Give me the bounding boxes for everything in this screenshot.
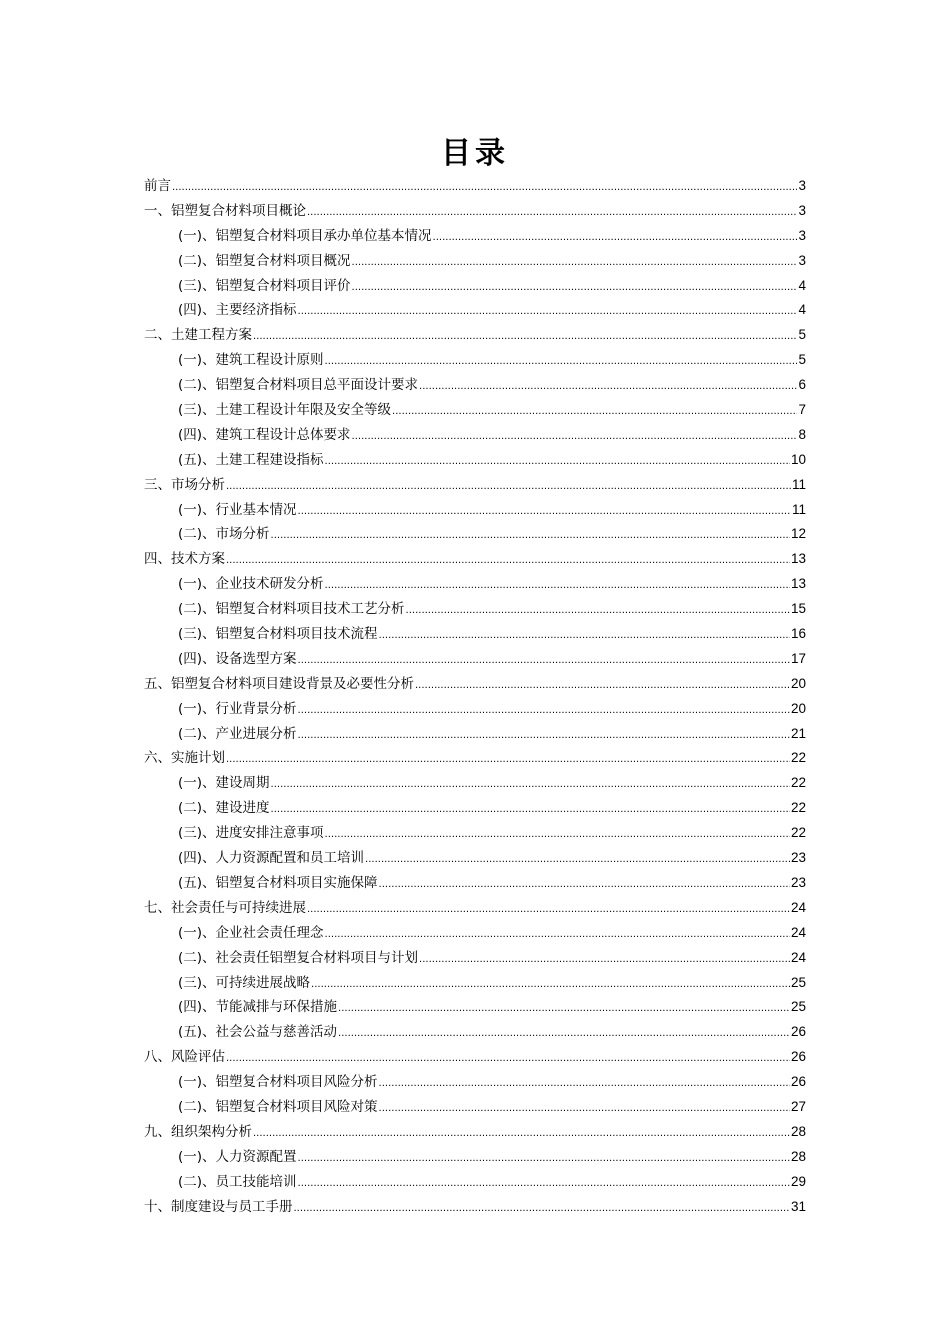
toc-page-number: 7 xyxy=(798,402,806,418)
toc-entry-label: (四)、主要经济指标 xyxy=(178,302,297,319)
toc-page-number: 13 xyxy=(790,576,806,592)
toc-subentry[interactable] xyxy=(144,1020,806,1045)
toc-subentry[interactable] xyxy=(144,498,806,523)
toc-page-number: 4 xyxy=(798,277,806,293)
toc-subentry[interactable] xyxy=(144,373,806,398)
toc-subentry[interactable] xyxy=(144,298,806,323)
dot-leader xyxy=(325,823,790,848)
toc-entry-label: 七、社会责任与可持续进展 xyxy=(144,899,306,916)
toc-entry[interactable] xyxy=(144,547,806,572)
toc-subentry[interactable] xyxy=(144,771,806,796)
toc-page-number: 8 xyxy=(798,426,806,442)
toc-page-number: 12 xyxy=(790,526,806,542)
toc-entry-label: (二)、铝塑复合材料项目技术工艺分析 xyxy=(178,601,405,618)
toc-entry-label: (三)、铝塑复合材料项目技术流程 xyxy=(178,626,378,643)
toc-entry-label: (三)、可持续进展战略 xyxy=(178,974,311,991)
toc-page-number: 5 xyxy=(798,352,806,368)
dot-leader xyxy=(338,997,790,1022)
dot-leader xyxy=(298,300,798,325)
toc-subentry[interactable] xyxy=(144,647,806,672)
toc-subentry[interactable] xyxy=(144,946,806,971)
dot-leader xyxy=(352,276,798,301)
toc-entry-label: (三)、土建工程设计年限及安全等级 xyxy=(178,402,392,419)
toc-subentry[interactable] xyxy=(144,821,806,846)
dot-leader xyxy=(338,1022,790,1047)
toc-entry-label: (一)、铝塑复合材料项目承办单位基本情况 xyxy=(178,227,432,244)
toc-entry[interactable] xyxy=(144,199,806,224)
toc-entry[interactable] xyxy=(144,1120,806,1145)
toc-entry-label: (一)、行业基本情况 xyxy=(178,501,297,518)
dot-leader xyxy=(419,948,790,973)
toc-page-number: 22 xyxy=(790,750,806,766)
dot-leader xyxy=(298,500,791,525)
toc-page-number: 25 xyxy=(790,974,806,990)
toc-list xyxy=(0,174,950,1219)
dot-leader xyxy=(172,176,797,201)
dot-leader xyxy=(298,699,790,724)
toc-entry-label: (三)、铝塑复合材料项目评价 xyxy=(178,277,351,294)
toc-entry[interactable] xyxy=(144,672,806,697)
toc-subentry[interactable] xyxy=(144,921,806,946)
toc-subentry[interactable] xyxy=(144,423,806,448)
dot-leader xyxy=(307,201,797,226)
dot-leader xyxy=(271,524,790,549)
dot-leader xyxy=(325,923,790,948)
toc-subentry[interactable] xyxy=(144,274,806,299)
toc-subentry[interactable] xyxy=(144,572,806,597)
toc-page-number: 24 xyxy=(790,924,806,940)
toc-entry[interactable] xyxy=(144,896,806,921)
toc-entry-label: 三、市场分析 xyxy=(144,476,225,493)
toc-page-number: 23 xyxy=(790,874,806,890)
toc-entry-label: (五)、社会公益与慈善活动 xyxy=(178,1024,338,1041)
toc-entry-label: 十、制度建设与员工手册 xyxy=(144,1198,293,1215)
toc-subentry[interactable] xyxy=(144,871,806,896)
toc-page-number: 20 xyxy=(790,700,806,716)
dot-leader xyxy=(298,724,790,749)
dot-leader xyxy=(226,549,790,574)
toc-subentry[interactable] xyxy=(144,224,806,249)
toc-page-number: 11 xyxy=(791,501,806,517)
toc-entry-label: 一、铝塑复合材料项目概论 xyxy=(144,202,306,219)
toc-page-number: 27 xyxy=(790,1098,806,1114)
toc-subentry[interactable] xyxy=(144,722,806,747)
toc-subentry[interactable] xyxy=(144,697,806,722)
toc-entry-label: (二)、产业进展分析 xyxy=(178,725,297,742)
dot-leader xyxy=(271,798,790,823)
toc-subentry[interactable] xyxy=(144,1070,806,1095)
toc-entry-label: 四、技术方案 xyxy=(144,551,225,568)
toc-entry-label: (一)、企业技术研发分析 xyxy=(178,576,324,593)
toc-entry-label: (四)、节能减排与环保措施 xyxy=(178,999,338,1016)
toc-entry-label: (三)、进度安排注意事项 xyxy=(178,825,324,842)
toc-page-number: 21 xyxy=(790,725,806,741)
toc-entry-label: 前言 xyxy=(144,178,171,194)
toc-subentry[interactable] xyxy=(144,348,806,373)
toc-page-number: 25 xyxy=(790,999,806,1015)
dot-leader xyxy=(433,226,798,251)
toc-entry-label: 九、组织架构分析 xyxy=(144,1123,252,1140)
dot-leader xyxy=(294,1197,790,1222)
dot-leader xyxy=(226,475,791,500)
toc-entry-label: (二)、铝塑复合材料项目总平面设计要求 xyxy=(178,377,419,394)
toc-entry-label: (一)、建筑工程设计原则 xyxy=(178,352,324,369)
dot-leader xyxy=(325,574,790,599)
toc-entry[interactable] xyxy=(144,746,806,771)
dot-leader xyxy=(352,425,798,450)
toc-subentry[interactable] xyxy=(144,597,806,622)
toc-page-number: 22 xyxy=(790,800,806,816)
toc-subentry[interactable] xyxy=(144,846,806,871)
dot-leader xyxy=(298,1147,790,1172)
toc-page-number: 10 xyxy=(790,451,806,467)
toc-entry-label: (一)、企业社会责任理念 xyxy=(178,924,324,941)
toc-subentry[interactable] xyxy=(144,522,806,547)
toc-entry[interactable] xyxy=(144,473,806,498)
toc-entry-label: (一)、行业背景分析 xyxy=(178,700,297,717)
toc-subentry[interactable] xyxy=(144,1095,806,1120)
toc-page-number: 17 xyxy=(790,650,806,666)
toc-page-number: 3 xyxy=(798,252,806,268)
toc-page-number: 6 xyxy=(798,377,806,393)
toc-subentry[interactable] xyxy=(144,995,806,1020)
dot-leader xyxy=(298,649,790,674)
toc-page-number: 31 xyxy=(790,1198,806,1214)
toc-subentry[interactable] xyxy=(144,971,806,996)
toc-page-number: 29 xyxy=(790,1173,806,1189)
toc-page-number: 26 xyxy=(790,1024,806,1040)
dot-leader xyxy=(226,748,790,773)
toc-title: 目录 xyxy=(441,136,509,171)
toc-page-number: 13 xyxy=(790,551,806,567)
dot-leader xyxy=(325,450,790,475)
toc-page-number: 24 xyxy=(790,899,806,915)
toc-entry-label: (五)、土建工程建设指标 xyxy=(178,451,324,468)
toc-entry[interactable] xyxy=(144,1195,806,1220)
dot-leader xyxy=(379,873,790,898)
toc-entry-label: (一)、建设周期 xyxy=(178,775,270,792)
toc-page-number: 24 xyxy=(790,949,806,965)
toc-subentry[interactable] xyxy=(144,622,806,647)
toc-entry[interactable] xyxy=(144,174,806,199)
toc-entry-label: 二、土建工程方案 xyxy=(144,327,252,344)
toc-entry[interactable] xyxy=(144,1045,806,1070)
toc-page-number: 4 xyxy=(798,302,806,318)
toc-page-number: 3 xyxy=(798,227,806,243)
toc-page-number: 11 xyxy=(791,476,806,492)
dot-leader xyxy=(298,1172,790,1197)
dot-leader xyxy=(419,375,797,400)
toc-entry-label: 六、实施计划 xyxy=(144,750,225,767)
toc-page-number: 26 xyxy=(790,1074,806,1090)
toc-entry-label: (一)、人力资源配置 xyxy=(178,1148,297,1165)
toc-page-number: 22 xyxy=(790,775,806,791)
toc-page-number: 28 xyxy=(790,1148,806,1164)
toc-page-number: 20 xyxy=(790,675,806,691)
toc-page-number: 3 xyxy=(798,202,806,218)
toc-entry-label: (二)、社会责任铝塑复合材料项目与计划 xyxy=(178,949,419,966)
dot-leader xyxy=(253,325,797,350)
toc-entry[interactable] xyxy=(144,323,806,348)
toc-page-number: 26 xyxy=(790,1049,806,1065)
toc-subentry[interactable] xyxy=(144,1145,806,1170)
dot-leader xyxy=(271,773,790,798)
dot-leader xyxy=(379,1097,790,1122)
toc-entry-label: (五)、铝塑复合材料项目实施保障 xyxy=(178,874,378,891)
dot-leader xyxy=(379,1072,790,1097)
toc-page-number: 16 xyxy=(790,626,806,642)
dot-leader xyxy=(365,848,790,873)
toc-entry-label: (二)、铝塑复合材料项目概况 xyxy=(178,252,351,269)
toc-page-number: 23 xyxy=(790,850,806,866)
toc-entry-label: (二)、市场分析 xyxy=(178,526,270,543)
toc-subentry[interactable] xyxy=(144,249,806,274)
dot-leader xyxy=(392,400,797,425)
toc-page-number: 28 xyxy=(790,1123,806,1139)
toc-entry-label: (四)、设备选型方案 xyxy=(178,650,297,667)
toc-subentry[interactable] xyxy=(144,448,806,473)
toc-subentry[interactable] xyxy=(144,398,806,423)
dot-leader xyxy=(415,674,790,699)
dot-leader xyxy=(307,898,790,923)
dot-leader xyxy=(325,350,798,375)
toc-entry-label: 五、铝塑复合材料项目建设背景及必要性分析 xyxy=(144,675,414,692)
toc-subentry[interactable] xyxy=(144,1170,806,1195)
dot-leader xyxy=(406,599,790,624)
toc-page-number: 3 xyxy=(798,178,806,193)
dot-leader xyxy=(226,1047,790,1072)
toc-entry-label: (二)、铝塑复合材料项目风险对策 xyxy=(178,1098,378,1115)
toc-page-number: 22 xyxy=(790,825,806,841)
toc-entry-label: (四)、人力资源配置和员工培训 xyxy=(178,850,365,867)
toc-entry-label: 八、风险评估 xyxy=(144,1049,225,1066)
dot-leader xyxy=(253,1122,790,1147)
dot-leader xyxy=(379,624,790,649)
toc-subentry[interactable] xyxy=(144,796,806,821)
toc-page-number: 15 xyxy=(790,601,806,617)
toc-entry-label: (二)、建设进度 xyxy=(178,800,270,817)
toc-entry-label: (四)、建筑工程设计总体要求 xyxy=(178,426,351,443)
toc-entry-label: (一)、铝塑复合材料项目风险分析 xyxy=(178,1074,378,1091)
dot-leader xyxy=(311,973,790,998)
toc-page-number: 5 xyxy=(798,327,806,343)
dot-leader xyxy=(352,251,798,276)
toc-entry-label: (二)、员工技能培训 xyxy=(178,1173,297,1190)
